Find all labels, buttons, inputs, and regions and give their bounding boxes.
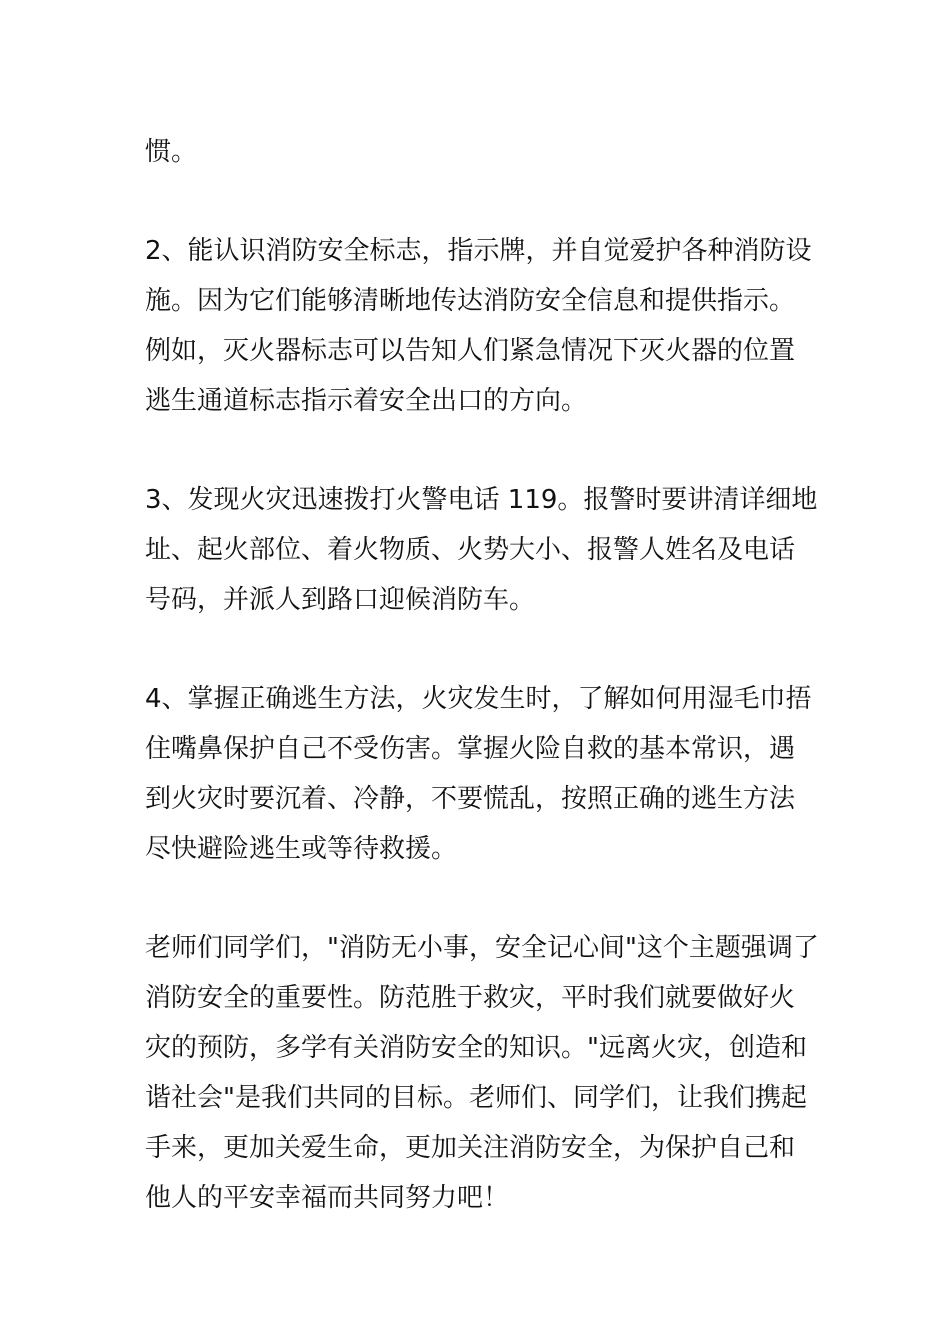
paragraph-2-line-4: 逃生通道标志指示着安全出口的方向。 [145,386,588,416]
paragraph-5-line-6: 他人的平安幸福而共同努力吧！ [145,1183,510,1213]
paragraph-4-line-3: 到火灾时要沉着、冷静，不要慌乱，按照正确的逃生方法 [145,784,796,814]
paragraph-3-line-3: 号码，并派人到路口迎候消防车。 [145,585,536,615]
paragraph-3-line-1: 3、发现火灾迅速拨打火警电话 119。报警时要讲清详细地 [145,485,818,515]
paragraph-5-line-4: 谐社会"是我们共同的目标。老师们、同学们，让我们携起 [145,1083,807,1113]
paragraph-4-line-4: 尽快避险逃生或等待救援。 [145,834,458,864]
paragraph-2-line-1: 2、能认识消防安全标志，指示牌，并自觉爱护各种消防设 [145,236,812,266]
paragraph-2-line-3: 例如，灭火器标志可以告知人们紧急情况下灭火器的位置 [145,336,796,366]
paragraph-4-line-1: 4、掌握正确逃生方法，火灾发生时，了解如何用湿毛巾捂 [145,684,812,714]
paragraph-5-line-5: 手来，更加关爱生命，更加关注消防安全，为保护自己和 [145,1133,796,1163]
paragraph-4-line-2: 住嘴鼻保护自己不受伤害。掌握火险自救的基本常识，遇 [145,734,796,764]
paragraph-3-line-2: 址、起火部位、着火物质、火势大小、报警人姓名及电话 [145,535,796,565]
paragraph-5-line-1: 老师们同学们，"消防无小事，安全记心间"这个主题强调了 [145,933,819,963]
paragraph-5-line-2: 消防安全的重要性。防范胜于救灾，平时我们就要做好火 [145,983,796,1013]
paragraph-1-line-1: 惯。 [145,137,198,167]
paragraph-5-line-3: 灾的预防，多学有关消防安全的知识。"远离火灾，创造和 [145,1033,807,1063]
paragraph-2-line-2: 施。因为它们能够清晰地传达消防安全信息和提供指示。 [145,286,796,316]
